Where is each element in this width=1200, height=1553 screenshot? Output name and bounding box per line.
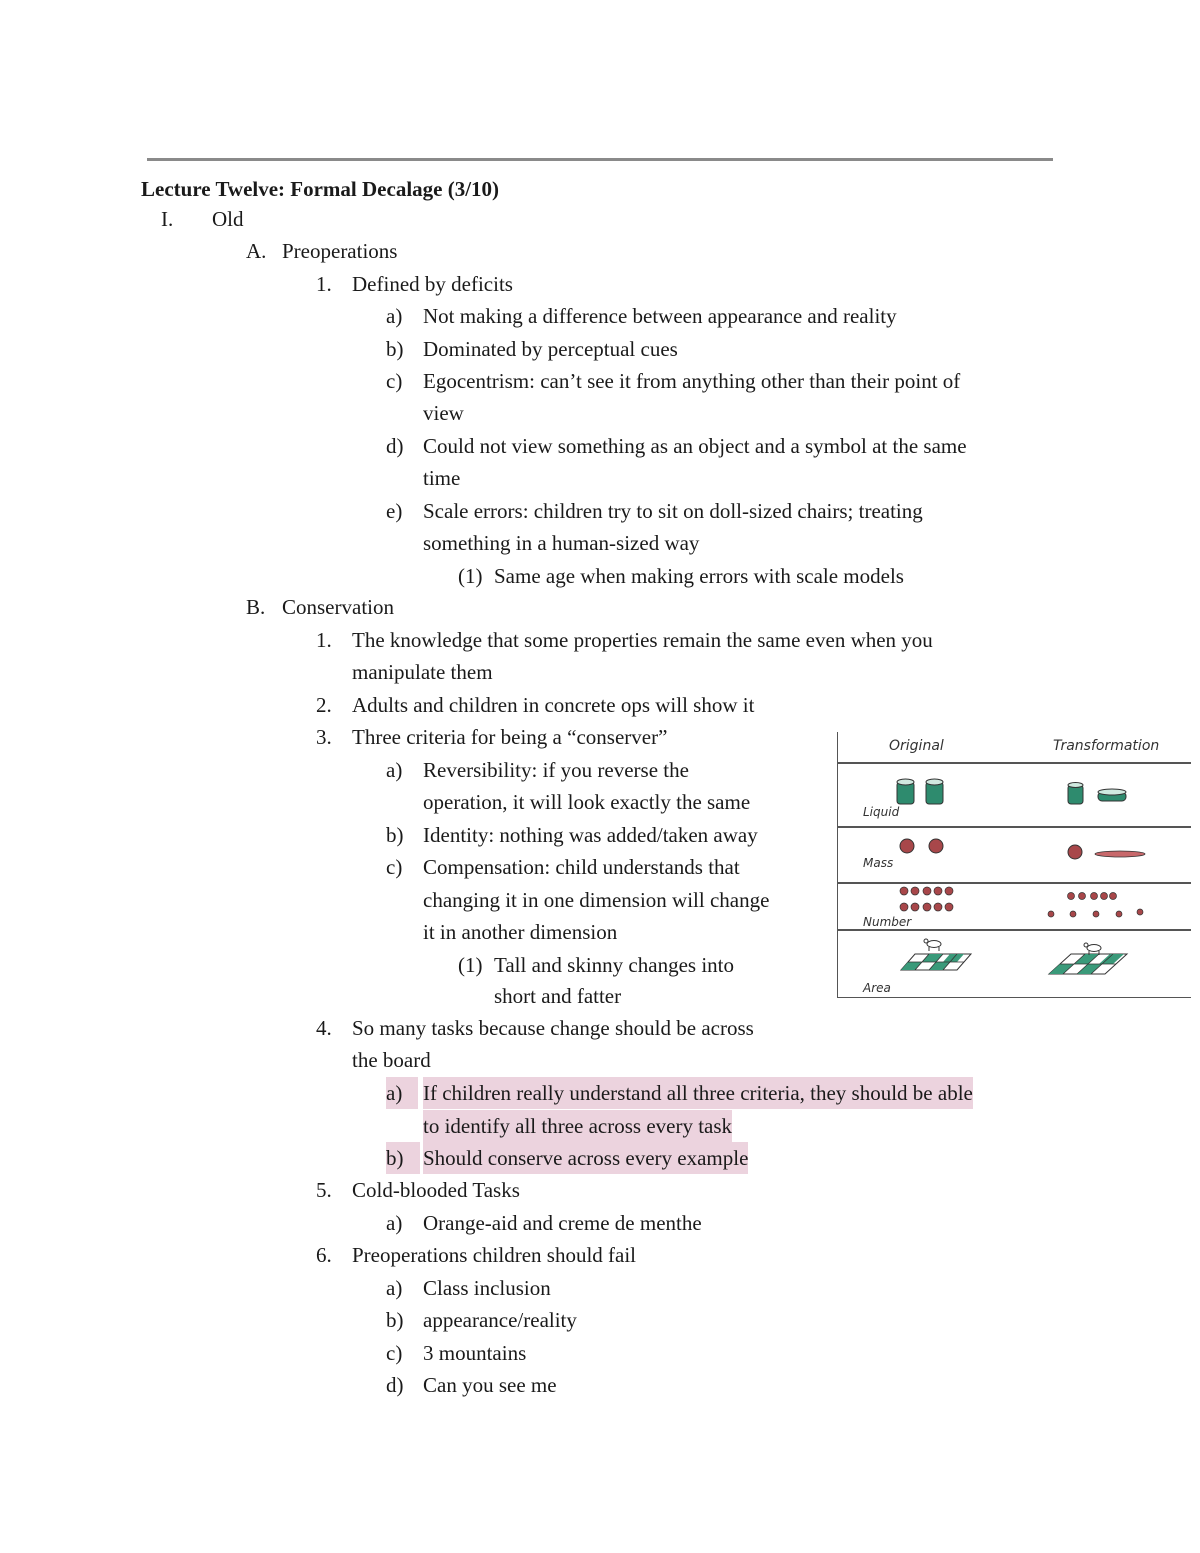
outline-text: Orange-aid and creme de menthe <box>423 1211 702 1235</box>
outline-marker: 5. <box>316 1178 332 1202</box>
outline-text: changing it in one dimension will change <box>423 888 770 912</box>
outline-marker: a) <box>386 304 403 328</box>
figure-header-transformation: Transformation <box>1053 738 1160 754</box>
outline-text: Identity: nothing was added/taken away <box>423 823 758 847</box>
outline-text: Defined by deficits <box>352 272 513 296</box>
outline-marker: c) <box>386 855 403 879</box>
outline-marker: 6. <box>316 1243 332 1267</box>
outline-text: Dominated by perceptual cues <box>423 337 678 361</box>
liquid-glass-icon <box>1068 783 1083 805</box>
counters-icon <box>900 887 953 911</box>
cow-icon <box>1084 943 1101 955</box>
outline-marker: c) <box>386 369 403 393</box>
outline-marker: b) <box>386 1142 420 1174</box>
outline-text: Compensation: child understands that <box>423 855 740 879</box>
outline-text: Tall and skinny changes into <box>494 953 734 977</box>
outline-text: Adults and children in concrete ops will show it <box>352 693 755 717</box>
outline-text: Could not view something as an object and a symbol at the same <box>423 434 967 458</box>
outline-text: Scale errors: children try to sit on doll-sized chairs; treating <box>423 499 923 523</box>
outline-marker: 4. <box>316 1016 332 1040</box>
outline-text: the board <box>352 1048 431 1072</box>
outline-text: to identify all three across every task <box>423 1110 732 1142</box>
outline-marker: (1) <box>458 564 483 588</box>
outline-text: Can you see me <box>423 1373 557 1397</box>
top-rule <box>147 158 1053 161</box>
clay-ball-icon <box>900 839 914 853</box>
outline-marker: I. <box>161 207 174 231</box>
outline-marker: b) <box>386 823 404 847</box>
outline-marker: 2. <box>316 693 332 717</box>
outline-text: The knowledge that some properties remain the same even when you <box>352 628 933 652</box>
outline-text: appearance/reality <box>423 1308 577 1332</box>
outline-marker: d) <box>386 1373 404 1397</box>
outline-marker: (1) <box>458 953 483 977</box>
outline-marker: b) <box>386 337 404 361</box>
outline-marker: b) <box>386 1308 404 1332</box>
liquid-dish-icon <box>1098 789 1126 801</box>
cow-icon <box>924 939 941 951</box>
outline-marker: e) <box>386 499 403 523</box>
outline-marker: 1. <box>316 628 332 652</box>
outline-text: Reversibility: if you reverse the <box>423 758 689 782</box>
outline-marker: d) <box>386 434 404 458</box>
outline-text: Class inclusion <box>423 1276 551 1300</box>
outline-marker: c) <box>386 1341 403 1365</box>
clay-ball-icon <box>929 839 943 853</box>
outline-text: Conservation <box>282 595 394 619</box>
figure-row-label-area: Area <box>863 981 891 995</box>
outline-marker: B. <box>246 595 266 619</box>
outline-text: Should conserve across every example <box>423 1142 748 1174</box>
outline-text: something in a human-sized way <box>423 531 700 555</box>
outline-text: Egocentrism: can’t see it from anything other than their point of <box>423 369 961 393</box>
liquid-glass-icon <box>897 779 914 804</box>
outline-text: Preoperations <box>282 239 398 263</box>
outline-text: Same age when making errors with scale models <box>494 564 904 588</box>
outline-marker: a) <box>386 1211 403 1235</box>
figure-drawings <box>837 732 1191 998</box>
outline-text: short and fatter <box>494 984 622 1008</box>
outline-text: So many tasks because change should be across <box>352 1016 754 1040</box>
outline-marker: 1. <box>316 272 332 296</box>
clay-ball-icon <box>1068 845 1082 859</box>
outline-text: Old <box>212 207 244 231</box>
figure-row-label-liquid: Liquid <box>863 805 900 819</box>
outline-text: Not making a difference between appearance and reality <box>423 304 897 328</box>
outline-marker: 3. <box>316 725 332 749</box>
outline-text: Cold-blooded Tasks <box>352 1178 520 1202</box>
figure-row-label-number: Number <box>863 915 912 929</box>
outline-text: Three criteria for being a “conserver” <box>352 725 668 749</box>
page-title: Lecture Twelve: Formal Decalage (3/10) <box>141 177 500 201</box>
counters-icon <box>1048 893 1143 918</box>
liquid-glass-icon <box>926 779 943 804</box>
field-grid-icon <box>1049 954 1127 974</box>
outline-text: If children really understand all three criteria, they should be able <box>423 1077 973 1109</box>
outline-marker: a) <box>386 1077 418 1109</box>
figure-row-label-mass: Mass <box>863 856 894 870</box>
outline-text: operation, it will look exactly the same <box>423 790 751 814</box>
outline-text: manipulate them <box>352 660 493 684</box>
clay-sausage-icon <box>1095 851 1145 857</box>
outline-text: Preoperations children should fail <box>352 1243 637 1267</box>
outline-text: time <box>423 466 461 490</box>
field-grid-icon <box>901 954 971 970</box>
figure-header-original: Original <box>889 738 944 754</box>
outline-marker: A. <box>246 239 267 263</box>
outline-marker: a) <box>386 1276 403 1300</box>
conservation-figure <box>837 732 1191 998</box>
outline-text: view <box>423 401 464 425</box>
outline-text: 3 mountains <box>423 1341 527 1365</box>
outline-marker: a) <box>386 758 403 782</box>
outline-text: it in another dimension <box>423 920 618 944</box>
